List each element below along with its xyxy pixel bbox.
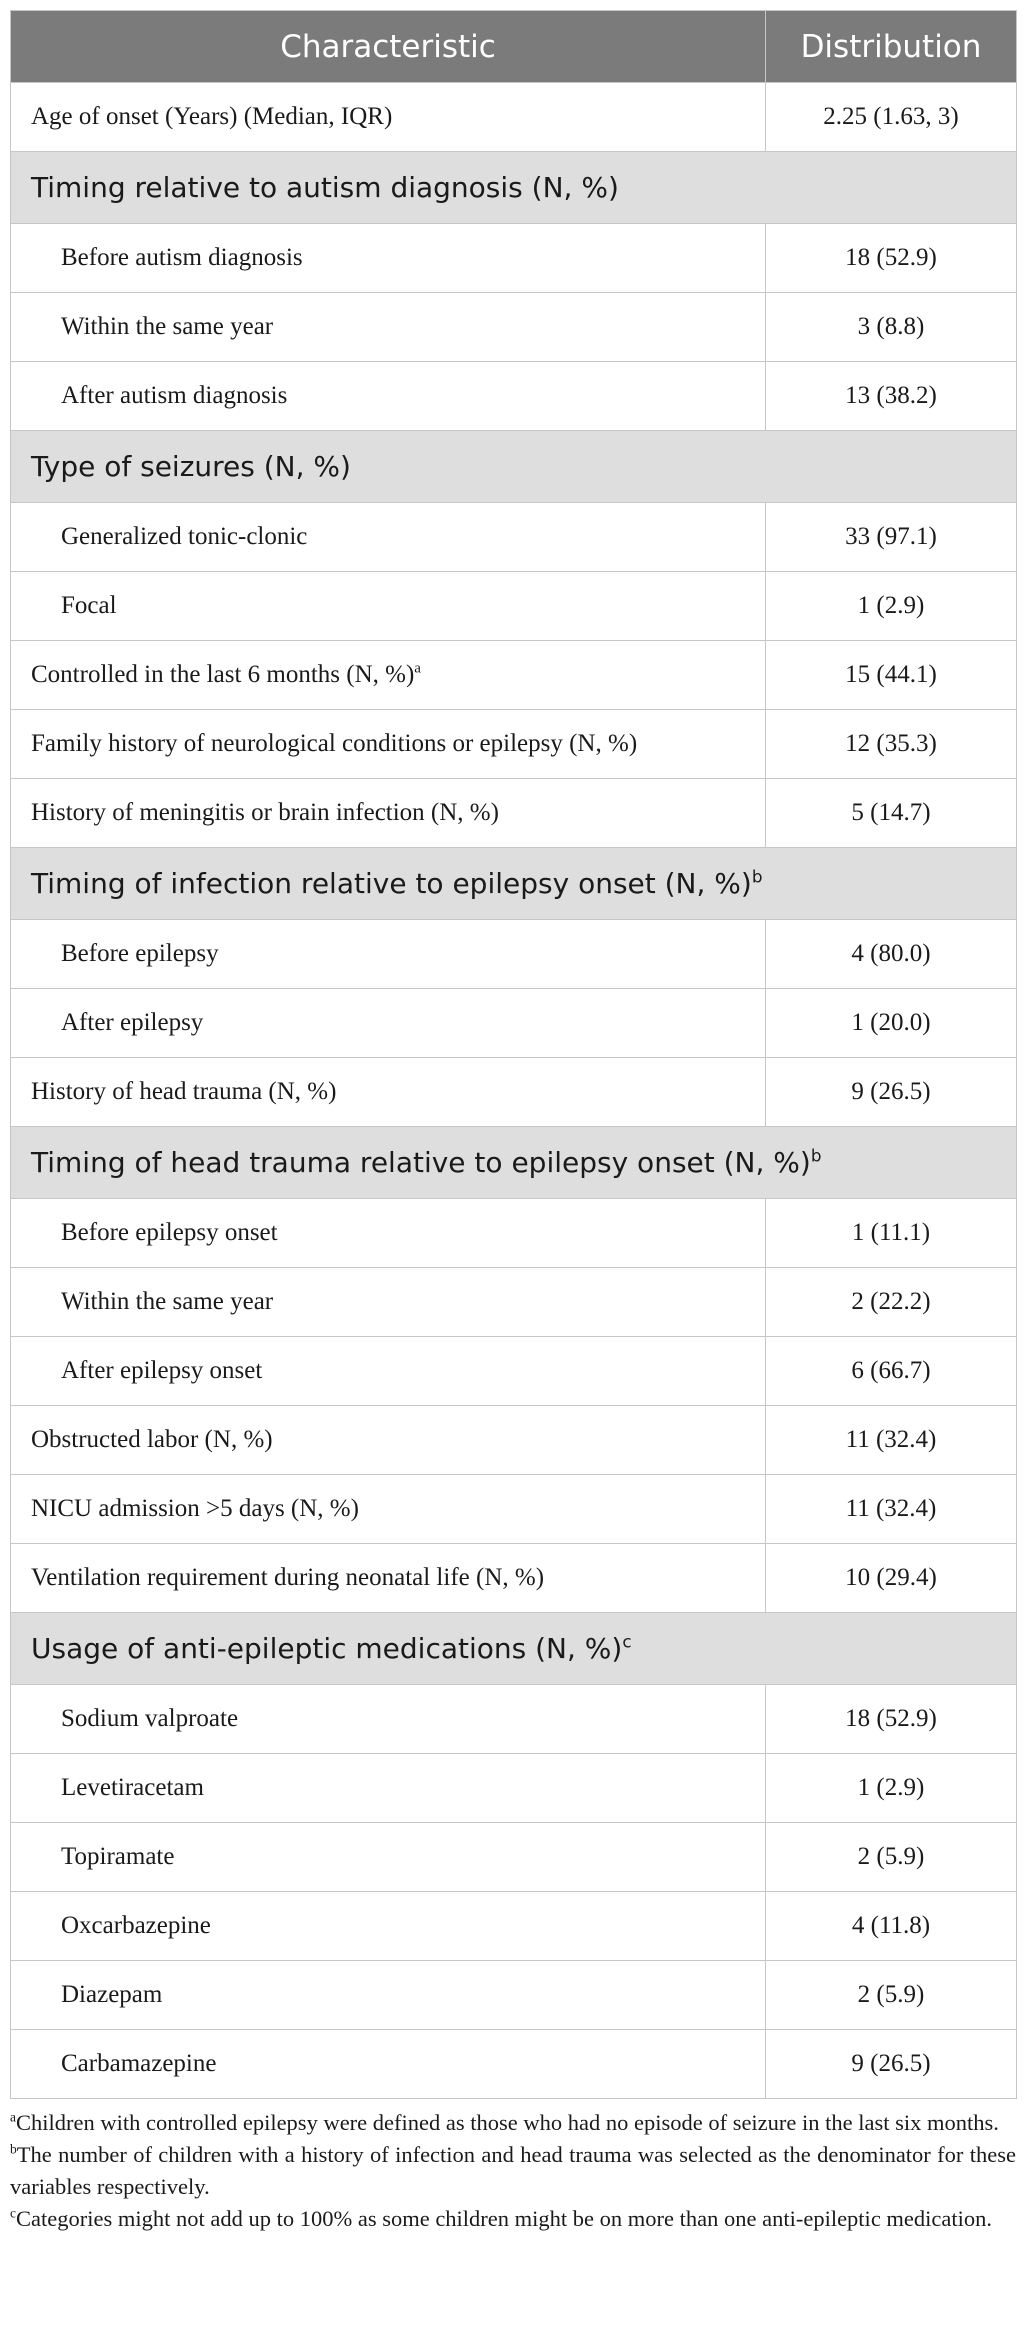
footnote-mark: c [10,2205,16,2221]
row-value: 33 (97.1) [766,503,1017,572]
row-label: Oxcarbazepine [61,1912,211,1939]
row-label-cell [11,1058,766,1127]
row-label-cell [11,1406,766,1475]
row-value: 1 (2.9) [766,1754,1017,1823]
header-characteristic: Characteristic [11,11,766,83]
section-label: Timing of infection relative to epilepsy onset (N, %) [31,867,752,900]
table-row [11,224,1017,293]
footnote-marker: b [751,866,763,887]
footnote-mark: a [10,2109,16,2125]
row-label-cell [11,1823,766,1892]
row-value: 12 (35.3) [766,710,1017,779]
table-row [11,641,1017,710]
row-value: 11 (32.4) [766,1406,1017,1475]
table-row [11,989,1017,1058]
section-header [11,848,1017,920]
row-label-cell [11,1268,766,1337]
row-label-cell [11,362,766,431]
footnote-marker: c [622,1631,632,1652]
section-header [11,1127,1017,1199]
table-row [11,1058,1017,1127]
row-value: 15 (44.1) [766,641,1017,710]
section-header [11,152,1017,224]
row-label-cell [11,1544,766,1613]
table-row [11,1685,1017,1754]
row-label-cell [11,641,766,710]
footnote-text: Categories might not add up to 100% as some children might be on more than one anti-epileptic medication. [16,2206,993,2231]
row-label-cell [11,1199,766,1268]
footnote-mark: b [10,2141,17,2157]
row-label: Before autism diagnosis [61,244,303,271]
row-label: Levetiracetam [61,1774,204,1801]
table-row [11,1544,1017,1613]
table-row [11,503,1017,572]
row-label: After autism diagnosis [61,382,288,409]
row-label: Within the same year [61,313,274,340]
row-label: Carbamazepine [61,2050,217,2077]
table-row [11,1892,1017,1961]
row-value: 4 (11.8) [766,1892,1017,1961]
row-label: Before epilepsy [61,940,219,967]
row-label-cell [11,572,766,641]
footnote-marker: a [414,660,421,677]
section-label: Timing relative to autism diagnosis (N, %) [31,171,619,204]
table-header-row [11,11,1017,83]
footnote [10,2107,1016,2139]
table-container [10,10,1016,2235]
section-header-row [11,1613,1017,1685]
row-label-cell [11,1961,766,2030]
row-label: After epilepsy [61,1009,204,1036]
row-label: Topiramate [61,1843,175,1870]
row-value: 1 (2.9) [766,572,1017,641]
header-distribution: Distribution [766,11,1017,83]
row-label-cell [11,1475,766,1544]
row-value: 2 (5.9) [766,1823,1017,1892]
row-value: 6 (66.7) [766,1337,1017,1406]
footnote-text: The number of children with a history of infection and head trauma was selected as the denominator for these variables respectively. [10,2142,1016,2199]
section-header [11,431,1017,503]
row-label-cell [11,1685,766,1754]
section-header-row [11,848,1017,920]
row-value: 9 (26.5) [766,1058,1017,1127]
row-label: Ventilation requirement during neonatal life (N, %) [31,1564,545,1591]
table-row [11,1337,1017,1406]
row-value: 1 (11.1) [766,1199,1017,1268]
row-label: Before epilepsy onset [61,1219,278,1246]
table-row [11,1406,1017,1475]
row-label-cell [11,293,766,362]
row-label: History of meningitis or brain infection (N, %) [31,799,499,826]
row-value: 2 (5.9) [766,1961,1017,2030]
row-label: Sodium valproate [61,1705,239,1732]
row-value: 13 (38.2) [766,362,1017,431]
table-row [11,1268,1017,1337]
row-value: 11 (32.4) [766,1475,1017,1544]
footnote-marker: b [810,1145,822,1166]
footnote-text: Children with controlled epilepsy were defined as those who had no episode of seizure in the last six months. [16,2110,999,2135]
characteristics-table [10,10,1017,2099]
row-value: 5 (14.7) [766,779,1017,848]
row-label-cell [11,989,766,1058]
table-row [11,572,1017,641]
row-label: Focal [61,592,117,619]
row-value: 2.25 (1.63, 3) [766,83,1017,152]
section-label: Type of seizures (N, %) [31,450,351,483]
row-label: After epilepsy onset [61,1357,263,1384]
row-label-cell [11,503,766,572]
row-label: History of head trauma (N, %) [31,1078,337,1105]
table-row [11,710,1017,779]
section-header [11,1613,1017,1685]
row-label-cell [11,920,766,989]
row-label-cell [11,1754,766,1823]
row-label-cell [11,710,766,779]
table-row [11,779,1017,848]
table-row [11,83,1017,152]
table-row [11,1823,1017,1892]
section-label: Timing of head trauma relative to epilepsy onset (N, %) [31,1146,811,1179]
table-row [11,1961,1017,2030]
footnotes [10,2107,1016,2235]
row-label: Family history of neurological conditions or epilepsy (N, %) [31,730,638,757]
table-row [11,1475,1017,1544]
row-value: 18 (52.9) [766,224,1017,293]
section-label: Usage of anti-epileptic medications (N, %) [31,1632,623,1665]
section-header-row [11,1127,1017,1199]
table-row [11,1199,1017,1268]
row-label-cell [11,83,766,152]
row-value: 18 (52.9) [766,1685,1017,1754]
row-label: Within the same year [61,1288,274,1315]
row-label-cell [11,2030,766,2099]
row-label: Controlled in the last 6 months (N, %) [31,661,415,688]
row-value: 3 (8.8) [766,293,1017,362]
section-header-row [11,431,1017,503]
row-value: 1 (20.0) [766,989,1017,1058]
table-row [11,1754,1017,1823]
table-row [11,2030,1017,2099]
row-label: Generalized tonic-clonic [61,523,308,550]
table-row [11,362,1017,431]
table-row [11,293,1017,362]
row-label: Diazepam [61,1981,163,2008]
row-label: Age of onset (Years) (Median, IQR) [31,103,393,130]
footnote [10,2139,1016,2203]
table-body [11,83,1017,2099]
row-value: 10 (29.4) [766,1544,1017,1613]
row-label-cell [11,224,766,293]
row-label: Obstructed labor (N, %) [31,1426,273,1453]
row-label-cell [11,779,766,848]
row-value: 9 (26.5) [766,2030,1017,2099]
row-value: 4 (80.0) [766,920,1017,989]
row-label: NICU admission >5 days (N, %) [31,1495,359,1522]
footnote [10,2203,1016,2235]
row-value: 2 (22.2) [766,1268,1017,1337]
row-label-cell [11,1892,766,1961]
section-header-row [11,152,1017,224]
row-label-cell [11,1337,766,1406]
table-row [11,920,1017,989]
